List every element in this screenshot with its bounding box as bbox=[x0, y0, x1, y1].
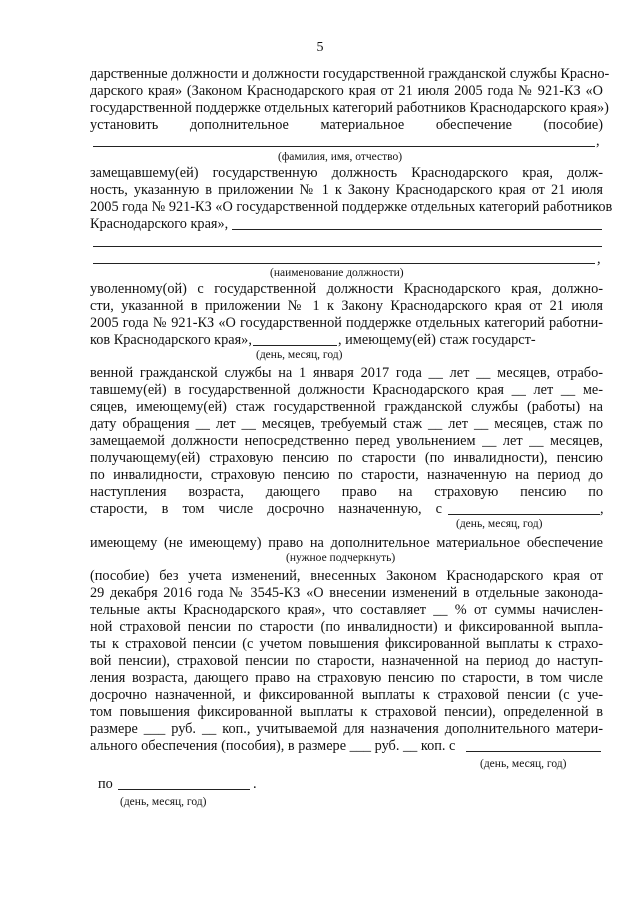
text-line: ной страховой пенсии по старости (по инвалидности) и фиксированной выпла- bbox=[90, 619, 603, 635]
text-line: том повышения фиксированной выплаты к страховой пенсии), определенной в bbox=[90, 704, 603, 720]
caption-date: (день, месяц, год) bbox=[480, 758, 567, 770]
caption-date: (день, месяц, год) bbox=[120, 796, 207, 808]
text-line: имеющему (не имеющему) право на дополнительное материальное обеспечение bbox=[90, 535, 603, 551]
text-line: (пособие) без учета изменений, внесенных Законом Краснодарского края от bbox=[90, 568, 603, 584]
caption-date: (день, месяц, год) bbox=[456, 518, 543, 530]
position-blank-line-1[interactable] bbox=[232, 229, 602, 230]
position-blank-line-2[interactable] bbox=[93, 246, 602, 247]
caption-fio: (фамилия, имя, отчество) bbox=[278, 151, 403, 163]
text-line: уволенному(ой) с государственной должности Краснодарского края, должно- bbox=[90, 281, 603, 297]
text-line: тельные акты Краснодарского края», что составляет __ % от суммы начислен- bbox=[90, 602, 603, 618]
text-line: наступления возраста, дающего право на страховую пенсию по bbox=[90, 484, 603, 500]
caption-position: (наименование должности) bbox=[270, 267, 404, 279]
page-number: 5 bbox=[316, 40, 324, 55]
caption-underline: (нужное подчеркнуть) bbox=[286, 552, 396, 564]
text-line: 2005 года № 921-КЗ «О государственной поддержке отдельных категорий работников bbox=[90, 199, 613, 215]
fio-blank-line[interactable] bbox=[93, 146, 595, 147]
text-line: сти, указанной в приложении № 1 к Закону Краснодарского края от 21 июля bbox=[90, 298, 603, 314]
text-line: государственной поддержке отдельных категорий работников Краснодарского края») bbox=[90, 100, 609, 116]
text-line: Краснодарского края», bbox=[90, 216, 229, 232]
text-line: сяцев, имеющему(ей) стаж государственной гражданской службы (работы) на bbox=[90, 399, 603, 415]
comma: , bbox=[597, 251, 601, 267]
text-line: тавшему(ей) в государственной должности Краснодарского края __ лет __ ме- bbox=[90, 382, 603, 398]
dismissal-date-blank[interactable] bbox=[253, 345, 337, 346]
text-line: ления возраста, дающего право на страховую пенсию по старости, в том числе bbox=[90, 670, 603, 686]
comma: , bbox=[600, 501, 604, 517]
pension-date-blank[interactable] bbox=[448, 514, 600, 515]
start-date-blank[interactable] bbox=[466, 751, 601, 752]
text-line: ального обеспечения (пособия), в размере ___ руб. __ коп. с bbox=[90, 738, 456, 754]
text-line: вой пенсии), страховой пенсии по старости, назначенной на период до наступ- bbox=[90, 653, 603, 669]
text-line: дарственные должности и должности государственной гражданской службы Красно- bbox=[90, 66, 610, 82]
text-line: старости, в том числе досрочно назначенную, с bbox=[90, 501, 442, 517]
text-line: по инвалидности, страховую пенсию по старости, назначенную на период до bbox=[90, 467, 603, 483]
text-line: замещавшему(ей) государственную должность Краснодарского края, долж- bbox=[90, 165, 603, 181]
text-line: ты к страховой пенсии (с учетом повышения фиксированной выплаты к страхо- bbox=[90, 636, 603, 652]
text-line: установить дополнительное материальное обеспечение (пособие) bbox=[90, 117, 603, 133]
text-line: по bbox=[98, 776, 113, 792]
comma: , bbox=[596, 133, 600, 149]
end-date-blank[interactable] bbox=[118, 789, 250, 790]
text-line: получающему(ей) страховую пенсию по старости (по инвалидности), пенсию bbox=[90, 450, 603, 466]
text-line: дарского края» (Законом Краснодарского края от 21 июля 2005 года № 921-КЗ «О bbox=[90, 83, 603, 99]
text-line: дату обращения __ лет __ месяцев, требуемый стаж __ лет __ месяцев, стаж по bbox=[90, 416, 603, 432]
text-line: , имеющему(ей) стаж государст- bbox=[338, 332, 536, 348]
position-blank-line-3[interactable] bbox=[93, 263, 595, 264]
text-line: замещаемой должности непосредственно перед увольнением __ лет __ месяцев, bbox=[90, 433, 603, 449]
period: . bbox=[253, 776, 257, 792]
text-line: досрочно назначенной, и фиксированной выплаты к страховой пенсии (с учe- bbox=[90, 687, 603, 703]
text-line: 29 декабря 2016 года № 3545-КЗ «О внесении изменений в отдельные законода- bbox=[90, 585, 603, 601]
text-line: размере ___ руб. __ коп., учитываемой для назначения дополнительного матери- bbox=[90, 721, 603, 737]
text-line: 2005 года № 921-КЗ «О государственной поддержке отдельных категорий работни- bbox=[90, 315, 603, 331]
text-line: ков Краснодарского края», bbox=[90, 332, 252, 348]
text-line: ность, указанную в приложении № 1 к Закону Краснодарского края от 21 июля bbox=[90, 182, 603, 198]
text-line: венной гражданской службы на 1 января 2017 года __ лет __ месяцев, отрабо- bbox=[90, 365, 603, 381]
caption-date: (день, месяц, год) bbox=[256, 349, 343, 361]
